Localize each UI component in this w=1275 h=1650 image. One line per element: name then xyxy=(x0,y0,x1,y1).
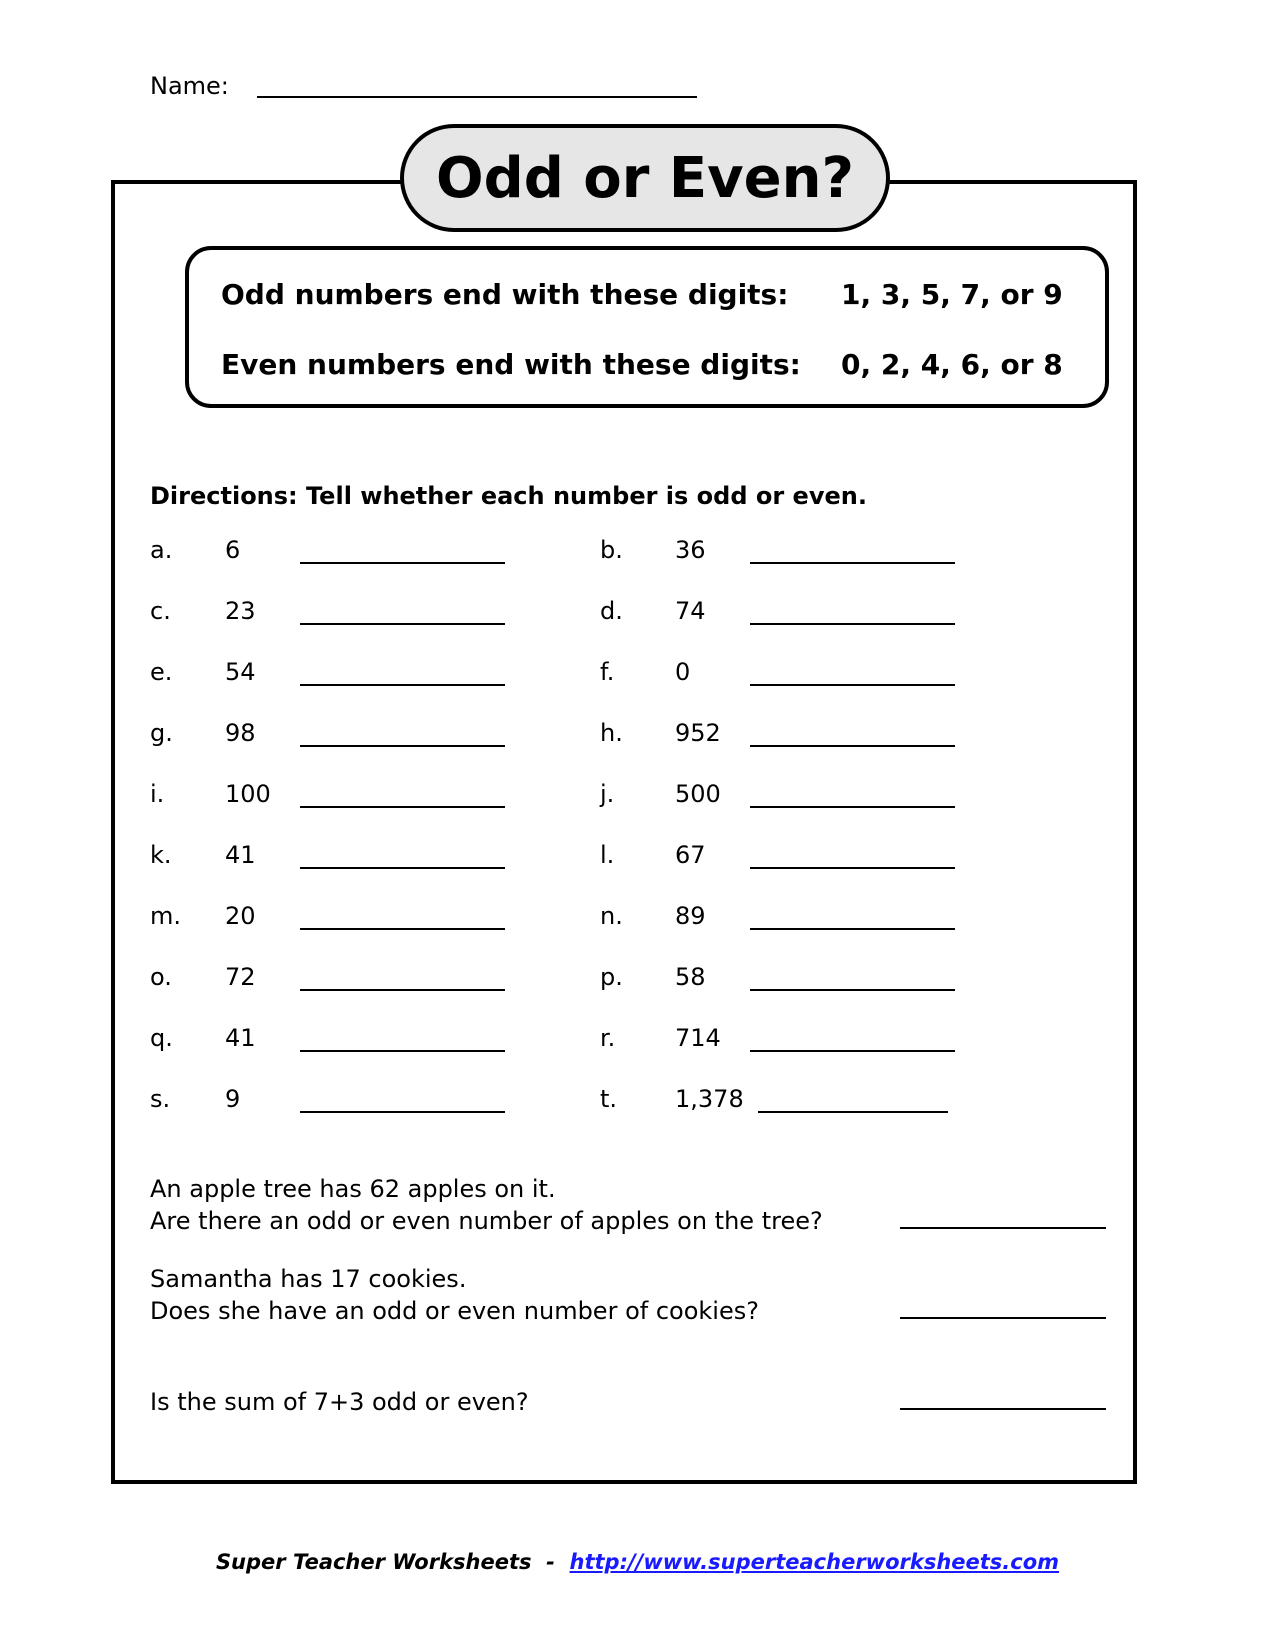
answer-blank[interactable] xyxy=(750,1050,955,1052)
answer-blank[interactable] xyxy=(750,989,955,991)
question-letter: q. xyxy=(150,1024,173,1052)
answer-blank[interactable] xyxy=(900,1408,1106,1410)
question-number: 20 xyxy=(225,902,256,930)
question-number: 58 xyxy=(675,963,706,991)
even-digits: 0, 2, 4, 6, or 8 xyxy=(841,348,1063,381)
odd-rule-label: Odd numbers end with these digits: xyxy=(221,278,789,311)
answer-blank[interactable] xyxy=(300,1050,505,1052)
word-problem-apples xyxy=(150,1173,823,1237)
answer-blank[interactable] xyxy=(750,745,955,747)
answer-blank[interactable] xyxy=(900,1227,1106,1229)
name-row xyxy=(150,72,697,100)
question-number: 952 xyxy=(675,719,721,747)
answer-blank[interactable] xyxy=(300,989,505,991)
question-number: 9 xyxy=(225,1085,241,1113)
question-number: 714 xyxy=(675,1024,721,1052)
even-rule xyxy=(221,348,1063,381)
word-problem-line: Samantha has 17 cookies. xyxy=(150,1265,467,1293)
question-number: 36 xyxy=(675,536,706,564)
question-letter: f. xyxy=(600,658,615,686)
answer-blank[interactable] xyxy=(300,562,505,564)
word-problem-question: Is the sum of 7+3 odd or even? xyxy=(150,1388,529,1416)
question-letter: d. xyxy=(600,597,623,625)
question-letter: t. xyxy=(600,1085,618,1113)
word-problem-question: Are there an odd or even number of apples on the tree? xyxy=(150,1207,823,1235)
question-letter: k. xyxy=(150,841,172,869)
question-letter: o. xyxy=(150,963,172,991)
answer-blank[interactable] xyxy=(750,928,955,930)
question-letter: p. xyxy=(600,963,623,991)
name-label: Name: xyxy=(150,72,229,100)
answer-blank[interactable] xyxy=(300,623,505,625)
answer-blank[interactable] xyxy=(750,684,955,686)
answer-blank[interactable] xyxy=(300,1111,505,1113)
question-letter: g. xyxy=(150,719,173,747)
question-letter: r. xyxy=(600,1024,616,1052)
footer xyxy=(0,1550,1275,1574)
question-number: 74 xyxy=(675,597,706,625)
rules-box xyxy=(185,246,1109,408)
odd-digits: 1, 3, 5, 7, or 9 xyxy=(841,278,1063,311)
answer-blank[interactable] xyxy=(750,562,955,564)
word-problem-line: An apple tree has 62 apples on it. xyxy=(150,1175,556,1203)
footer-brand: Super Teacher Worksheets xyxy=(215,1550,532,1574)
question-letter: a. xyxy=(150,536,173,564)
question-letter: l. xyxy=(600,841,615,869)
question-number: 100 xyxy=(225,780,271,808)
question-number: 98 xyxy=(225,719,256,747)
answer-blank[interactable] xyxy=(300,745,505,747)
question-number: 0 xyxy=(675,658,691,686)
answer-blank[interactable] xyxy=(750,867,955,869)
question-letter: i. xyxy=(150,780,165,808)
answer-blank[interactable] xyxy=(300,928,505,930)
question-letter: n. xyxy=(600,902,623,930)
directions: Directions: Tell whether each number is odd or even. xyxy=(150,482,867,510)
odd-rule xyxy=(221,278,1063,311)
even-rule-label: Even numbers end with these digits: xyxy=(221,348,801,381)
word-problem-question: Does she have an odd or even number of cookies? xyxy=(150,1297,759,1325)
question-number: 6 xyxy=(225,536,241,564)
question-letter: b. xyxy=(600,536,623,564)
question-letter: c. xyxy=(150,597,171,625)
question-number: 500 xyxy=(675,780,721,808)
question-letter: m. xyxy=(150,902,182,930)
answer-blank[interactable] xyxy=(750,806,955,808)
question-letter: j. xyxy=(600,780,615,808)
question-number: 41 xyxy=(225,1024,256,1052)
footer-separator: - xyxy=(546,1550,555,1574)
answer-blank[interactable] xyxy=(758,1111,948,1113)
answer-blank[interactable] xyxy=(300,684,505,686)
word-problem-cookies xyxy=(150,1263,759,1327)
question-letter: s. xyxy=(150,1085,171,1113)
question-number: 54 xyxy=(225,658,256,686)
question-letter: h. xyxy=(600,719,623,747)
question-number: 72 xyxy=(225,963,256,991)
worksheet-title: Odd or Even? xyxy=(400,124,890,232)
answer-blank[interactable] xyxy=(300,867,505,869)
answer-blank[interactable] xyxy=(900,1317,1106,1319)
question-number: 23 xyxy=(225,597,256,625)
question-number: 67 xyxy=(675,841,706,869)
question-letter: e. xyxy=(150,658,173,686)
word-problem-sum xyxy=(150,1386,529,1418)
answer-blank[interactable] xyxy=(750,623,955,625)
question-number: 1,378 xyxy=(675,1085,744,1113)
question-number: 89 xyxy=(675,902,706,930)
answer-blank[interactable] xyxy=(300,806,505,808)
footer-link[interactable]: http://www.superteacherworksheets.com xyxy=(569,1550,1060,1574)
question-number: 41 xyxy=(225,841,256,869)
name-blank[interactable] xyxy=(257,74,697,98)
